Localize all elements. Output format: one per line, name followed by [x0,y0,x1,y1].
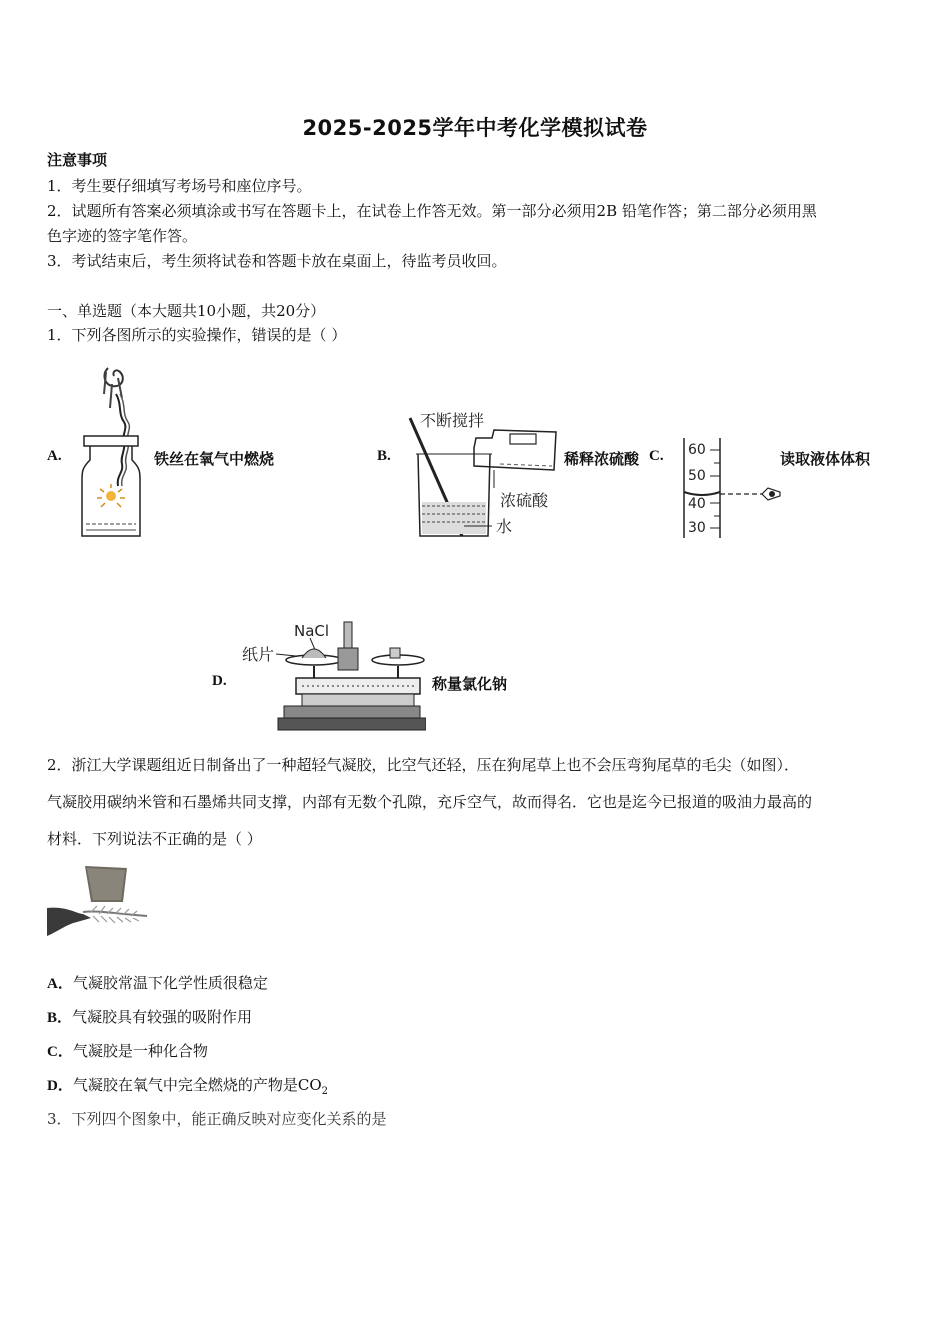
q2-option-a[interactable] [47,974,268,993]
q2-option-a-label: A． [47,976,73,992]
balance-figure [240,620,426,732]
q2-option-b-text: 气凝胶具有较强的吸附作用 [72,1008,253,1026]
notice-heading: 注意事项 [47,151,108,169]
paper-label: 纸片 [242,645,275,664]
question-2-line-1: 2．浙江大学课题组近日制备出了一种超轻气凝胶，比空气还轻，压在狗尾草上也不会压弯狗尾草的毛尖（如图）． [47,756,800,774]
acid-label: 浓硫酸 [500,491,549,510]
option-c-label[interactable]: C. [649,448,664,464]
dilute-acid-figure [404,406,560,542]
q2-option-c-label: C． [47,1044,73,1060]
iron-burning-figure [78,364,146,540]
notice-item-2: 2．试题所有答案必须填涂或书写在答题卡上，在试卷上作答无效。第一部分必须用2B 铅笔作答；第二部分必须用黑 [47,202,817,220]
stir-label: 不断搅拌 [420,411,485,430]
tick-60: 60 [688,442,706,458]
option-b-label[interactable]: B. [377,448,391,464]
notice-item-1: 1．考生要仔细填写考场号和座位序号。 [47,177,312,195]
q2-option-d[interactable] [47,1076,328,1101]
q2-option-d-label: D． [47,1078,73,1094]
water-label: 水 [496,517,513,536]
option-b-caption: 稀释浓硫酸 [564,450,640,468]
tick-30: 30 [688,520,706,536]
section-heading: 一、单选题（本大题共10小题，共20分） [47,302,326,320]
q2-option-c-text: 气凝胶是一种化合物 [72,1042,208,1060]
tick-50: 50 [688,468,706,484]
nacl-label: NaCl [294,622,330,640]
question-1-stem: 1．下列各图所示的实验操作，错误的是（ ） [47,326,347,344]
option-c-caption: 读取液体体积 [780,450,871,468]
question-2-line-3: 材料．下列说法不正确的是（ ） [47,830,262,848]
option-a-label[interactable]: A. [47,448,62,464]
cylinder-reading-figure [676,436,786,540]
q2-option-c[interactable] [47,1042,208,1061]
notice-item-3: 3．考试结束后，考生须将试卷和答题卡放在桌面上，待监考员收回。 [47,252,507,270]
q2-option-d-text: 气凝胶在氧气中完全燃烧的产物是CO [72,1076,322,1094]
q2-option-d-subscript: 2 [321,1086,328,1097]
option-a-caption: 铁丝在氧气中燃烧 [154,450,275,468]
option-d-caption: 称量氯化钠 [432,675,508,693]
aerogel-photo [47,862,151,940]
option-d-label[interactable]: D. [212,673,227,689]
page-title: 2025-2025学年中考化学模拟试卷 [302,116,648,140]
q2-option-a-text: 气凝胶常温下化学性质很稳定 [72,974,268,992]
question-2-line-2: 气凝胶用碳纳米管和石墨烯共同支撑，内部有无数个孔隙，充斥空气，故而得名．它也是迄今已报道的吸油力最高的 [47,793,813,811]
q2-option-b-label: B． [47,1010,73,1026]
q2-option-b[interactable] [47,1008,252,1027]
tick-40: 40 [688,496,706,512]
question-3-stem: 3．下列四个图象中，能正确反映对应变化关系的是 [47,1110,387,1128]
notice-item-2-cont: 色字迹的签字笔作答。 [47,227,198,245]
